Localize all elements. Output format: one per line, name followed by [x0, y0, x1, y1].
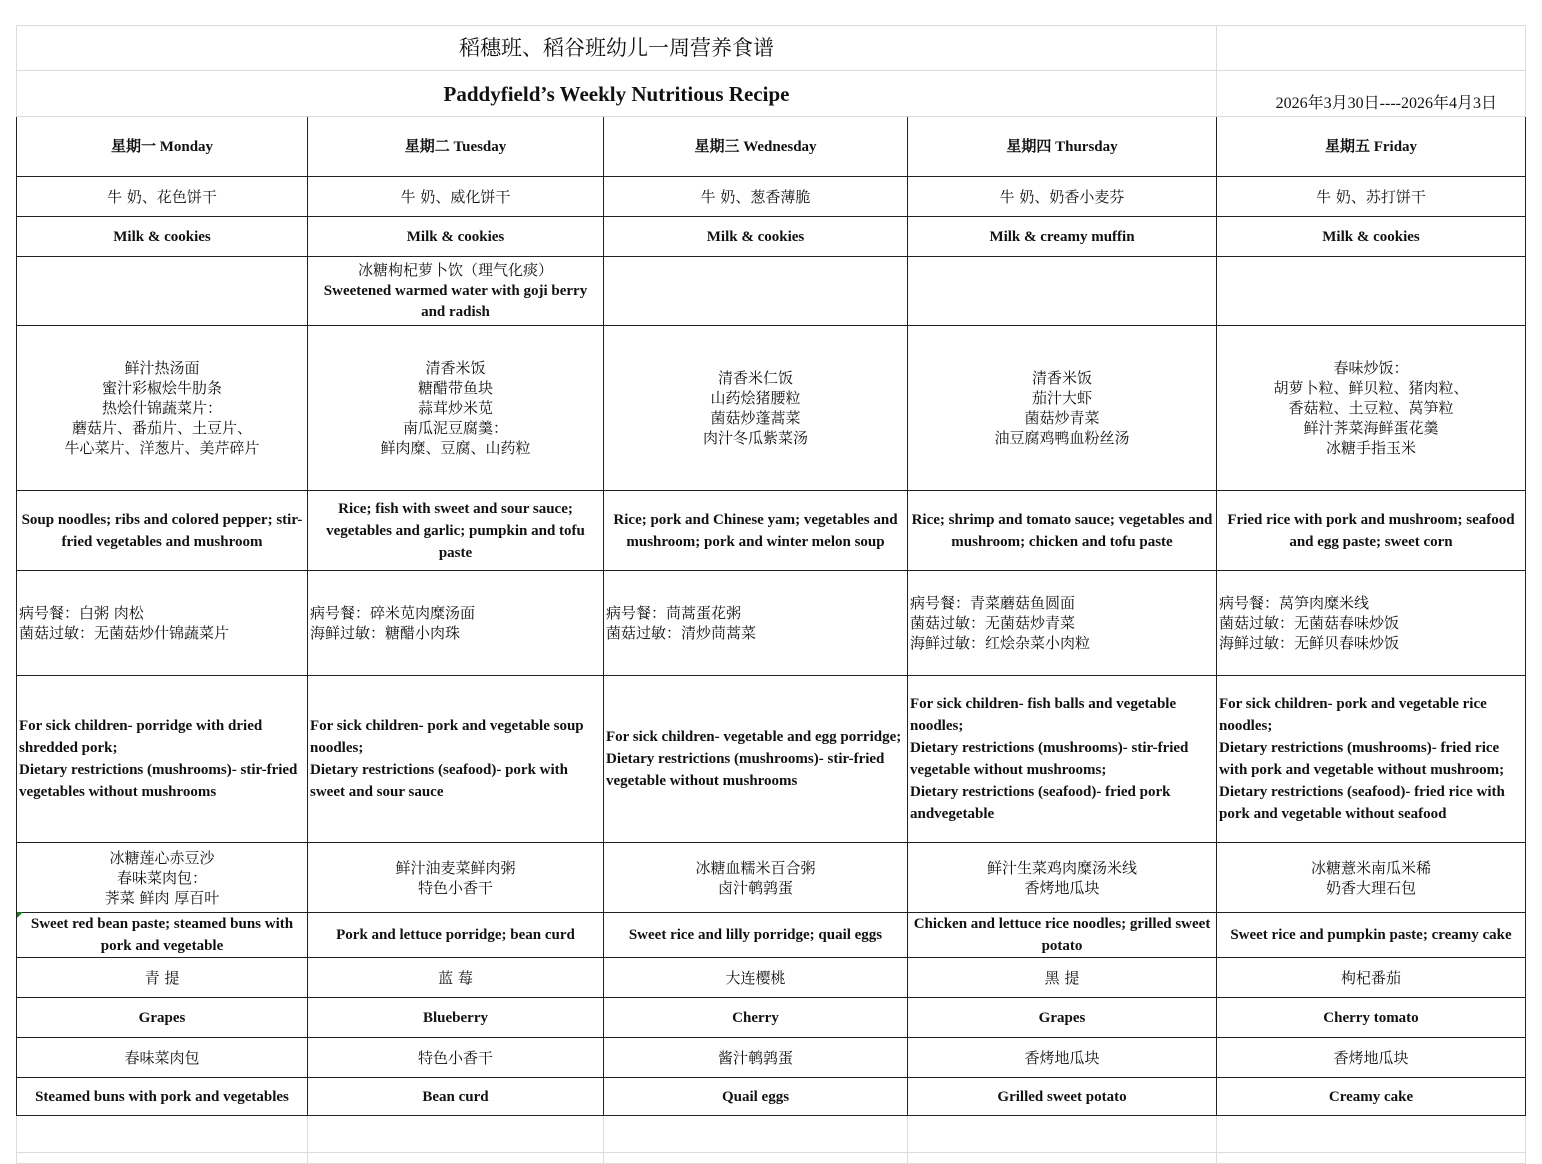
menu-cell: 病号餐：莴笋肉糜米线 菌菇过敏：无菌菇春味炒饭 海鲜过敏：无鲜贝春味炒饭: [1217, 571, 1526, 676]
empty-row: [17, 1116, 1526, 1153]
menu-row-morning-snack-cn: [17, 177, 1526, 217]
menu-row-special-meal-en: [17, 676, 1526, 843]
menu-cell: 鲜汁生菜鸡肉糜汤米线 香烤地瓜块: [908, 843, 1217, 913]
menu-cell: 冰糖莲心赤豆沙 春味菜肉包： 荠菜 鲜肉 厚百叶: [17, 843, 308, 913]
drink-cn: 冰糖枸杞萝卜饮（理气化痰）: [357, 260, 553, 279]
menu-cell: Steamed buns with pork and vegetables: [17, 1078, 308, 1116]
menu-cell: Fried rice with pork and mushroom; seafood and egg paste; sweet corn: [1217, 491, 1526, 571]
empty-cell: [1217, 26, 1526, 71]
menu-cell: 清香米饭 茄汁大虾 菌菇炒青菜 油豆腐鸡鸭血粉丝汤: [908, 326, 1217, 491]
day-header: 星期三 Wednesday: [604, 117, 908, 177]
menu-cell: 牛 奶、苏打饼干: [1217, 177, 1526, 217]
menu-row-evening-snack-cn: [17, 1038, 1526, 1078]
page-subtitle: Paddyfield’s Weekly Nutritious Recipe: [17, 71, 1217, 117]
menu-cell: 鲜汁油麦菜鲜肉粥 特色小香干: [308, 843, 604, 913]
menu-cell: Sweet rice and pumpkin paste; creamy cake: [1217, 913, 1526, 958]
menu-row-fruit-cn: [17, 958, 1526, 998]
menu-cell: For sick children- pork and vegetable rice noodles; Dietary restrictions (mushrooms)- fried rice with pork and vegetable without mushroom; Dietary restrictions (seafood)- fried rice with pork and vegetable without seafood: [1217, 676, 1526, 843]
menu-cell: Cherry tomato: [1217, 998, 1526, 1038]
menu-cell: 大连樱桃: [604, 958, 908, 998]
day-header-row: [17, 117, 1526, 177]
menu-cell: For sick children- pork and vegetable soup noodles; Dietary restrictions (seafood)- pork with sweet and sour sauce: [308, 676, 604, 843]
empty-row: [17, 1153, 1526, 1164]
menu-cell: Cherry: [604, 998, 908, 1038]
menu-cell: Milk & cookies: [604, 217, 908, 257]
menu-row-special-meal-cn: [17, 571, 1526, 676]
date-range: 2026年3月30日----2026年4月3日: [1217, 71, 1526, 117]
menu-cell: 春味炒饭： 胡萝卜粒、鲜贝粒、猪肉粒、 香菇粒、土豆粒、莴笋粒 鲜汁荠菜海鲜蛋花羹 冰糖手指玉米: [1217, 326, 1526, 491]
menu-cell: [908, 257, 1217, 326]
menu-cell: 香烤地瓜块: [908, 1038, 1217, 1078]
menu-row-afternoon-snack-en: [17, 913, 1526, 958]
day-header: 星期五 Friday: [1217, 117, 1526, 177]
menu-cell: Rice; shrimp and tomato sauce; vegetables and mushroom; chicken and tofu paste: [908, 491, 1217, 571]
menu-row-lunch-cn: [17, 326, 1526, 491]
menu-cell: 牛 奶、奶香小麦芬: [908, 177, 1217, 217]
menu-cell: For sick children- fish balls and vegetable noodles; Dietary restrictions (mushrooms)- stir-fried vegetable without mushrooms; Dietary restrictions (seafood)- fried pork andvegetable: [908, 676, 1217, 843]
cell-comment-marker: [17, 912, 23, 918]
menu-cell: Milk & cookies: [308, 217, 604, 257]
menu-cell: [1217, 257, 1526, 326]
menu-cell: [604, 257, 908, 326]
menu-cell: Rice; fish with sweet and sour sauce; vegetables and garlic; pumpkin and tofu paste: [308, 491, 604, 571]
day-header: 星期二 Tuesday: [308, 117, 604, 177]
menu-cell: Sweet rice and lilly porridge; quail eggs: [604, 913, 908, 958]
menu-row-fruit-en: [17, 998, 1526, 1038]
menu-cell: 香烤地瓜块: [1217, 1038, 1526, 1078]
menu-cell: For sick children- vegetable and egg porridge; Dietary restrictions (mushrooms)- stir-fried vegetable without mushrooms: [604, 676, 908, 843]
menu-row-morning-snack-en: [17, 217, 1526, 257]
menu-row-afternoon-snack-cn: [17, 843, 1526, 913]
menu-cell: Creamy cake: [1217, 1078, 1526, 1116]
menu-cell: For sick children- porridge with dried shredded pork; Dietary restrictions (mushrooms)- stir-fried vegetables without mushrooms: [17, 676, 308, 843]
menu-cell: 清香米饭 糖醋带鱼块 蒜茸炒米苋 南瓜泥豆腐羹： 鲜肉糜、豆腐、山药粒: [308, 326, 604, 491]
menu-cell: Milk & cookies: [1217, 217, 1526, 257]
recipe-table: [16, 25, 1526, 1164]
menu-cell: 病号餐：白粥 肉松 菌菇过敏：无菌菇炒什锦蔬菜片: [17, 571, 308, 676]
menu-cell: [308, 257, 604, 326]
menu-cell: Chicken and lettuce rice noodles; grilled sweet potato: [908, 913, 1217, 958]
menu-cell: 病号餐：青菜蘑菇鱼圆面 菌菇过敏：无菌菇炒青菜 海鲜过敏：红烩杂菜小肉粒: [908, 571, 1217, 676]
menu-cell: Sweet red bean paste; steamed buns with pork and vegetable: [17, 913, 308, 958]
menu-cell: 枸杞番茄: [1217, 958, 1526, 998]
menu-row-evening-snack-en: [17, 1078, 1526, 1116]
menu-cell: Milk & creamy muffin: [908, 217, 1217, 257]
menu-cell: 清香米仁饭 山药烩猪腰粒 菌菇炒蓬蒿菜 肉汁冬瓜紫菜汤: [604, 326, 908, 491]
menu-cell: Blueberry: [308, 998, 604, 1038]
menu-cell: 牛 奶、花色饼干: [17, 177, 308, 217]
menu-cell: 病号餐：碎米苋肉糜汤面 海鲜过敏：糖醋小肉珠: [308, 571, 604, 676]
menu-cell: 牛 奶、威化饼干: [308, 177, 604, 217]
menu-cell: 春味菜肉包: [17, 1038, 308, 1078]
menu-cell: Bean curd: [308, 1078, 604, 1116]
page-title: 稻穗班、稻谷班幼儿一周营养食谱: [17, 26, 1217, 71]
menu-cell: Soup noodles; ribs and colored pepper; stir-fried vegetables and mushroom: [17, 491, 308, 571]
menu-cell: Milk & cookies: [17, 217, 308, 257]
menu-cell: 鲜汁热汤面 蜜汁彩椒烩牛肋条 热烩什锦蔬菜片： 蘑菇片、番茄片、土豆片、 牛心菜片、洋葱片、美芹碎片: [17, 326, 308, 491]
menu-cell: Grapes: [908, 998, 1217, 1038]
menu-cell: 黑 提: [908, 958, 1217, 998]
menu-cell: [17, 257, 308, 326]
menu-cell: Rice; pork and Chinese yam; vegetables and mushroom; pork and winter melon soup: [604, 491, 908, 571]
menu-cell: Pork and lettuce porridge; bean curd: [308, 913, 604, 958]
menu-cell: 冰糖血糯米百合粥 卤汁鹌鹑蛋: [604, 843, 908, 913]
menu-cell: Grilled sweet potato: [908, 1078, 1217, 1116]
menu-cell: 冰糖薏米南瓜米稀 奶香大理石包: [1217, 843, 1526, 913]
menu-cell: Quail eggs: [604, 1078, 908, 1116]
day-header: 星期一 Monday: [17, 117, 308, 177]
menu-cell: 青 提: [17, 958, 308, 998]
menu-cell: 特色小香干: [308, 1038, 604, 1078]
menu-cell: 病号餐：茼蒿蛋花粥 菌菇过敏：清炒茼蒿菜: [604, 571, 908, 676]
drink-en: Sweetened warmed water with goji berry and radish: [323, 282, 588, 320]
day-header: 星期四 Thursday: [908, 117, 1217, 177]
menu-row-lunch-en: [17, 491, 1526, 571]
menu-cell: 蓝 莓: [308, 958, 604, 998]
menu-cell: Grapes: [17, 998, 308, 1038]
menu-row-drink: [17, 257, 1526, 326]
menu-cell: 牛 奶、葱香薄脆: [604, 177, 908, 217]
menu-cell: 酱汁鹌鹑蛋: [604, 1038, 908, 1078]
